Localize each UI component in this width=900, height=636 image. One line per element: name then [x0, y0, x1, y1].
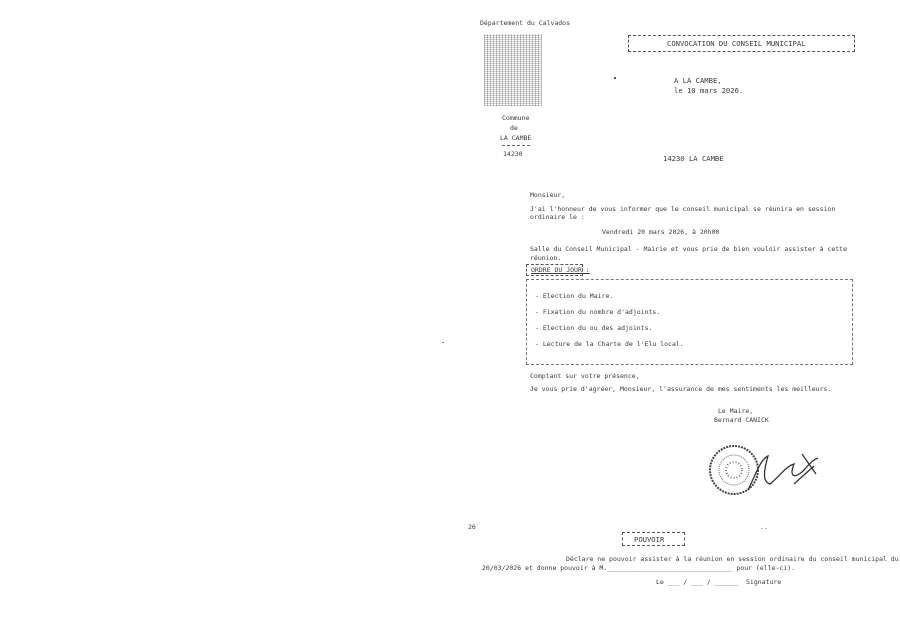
date-line: le 10 mars 2026.: [674, 86, 744, 95]
agenda-title-box: [526, 264, 590, 276]
scan-speck: [442, 342, 444, 343]
pouvoir-title: POUVOIR: [634, 535, 665, 544]
location-line-1: Salle du Conseil Municipal - Mairie et vous prie de bien vouloir assister à cette: [530, 245, 847, 253]
location-line-2: réunion.: [530, 254, 562, 262]
department-label: Département du Calvados: [480, 19, 571, 27]
pouvoir-line-1: Déclare ne pouvoir assister à la réunion en session ordinaire du conseil municipal du: [566, 555, 899, 563]
corner-mark: ..: [760, 523, 768, 531]
document-title: CONVOCATION DU CONSEIL MUNICIPAL: [667, 39, 806, 48]
agenda-box: [526, 279, 853, 365]
pouvoir-date-line: Le ___ / ___ / ______: [656, 578, 739, 586]
page-marker: 26: [468, 523, 476, 531]
pouvoir-signature-label: Signature: [746, 578, 782, 586]
place-line: A LA CAMBE,: [674, 76, 722, 85]
signature-name: Bernard CANICK: [714, 416, 769, 424]
scan-speck: [614, 77, 616, 79]
recipient-address: 14230 LA CAMBE: [663, 154, 724, 163]
commune-label: Commune: [502, 114, 530, 122]
agenda-title: ORDRE DU JOUR :: [531, 266, 590, 274]
salutation: Monsieur,: [530, 191, 566, 199]
meeting-date: Vendredi 20 mars 2026, à 20h00: [602, 228, 720, 236]
commune-de: de: [510, 124, 518, 132]
handwritten-signature-icon: [742, 444, 822, 496]
agenda-item: - Fixation du nombre d'adjoints.: [535, 308, 661, 316]
commune-name: LA CAMBE: [500, 134, 532, 142]
commune-crest-icon: [484, 34, 542, 106]
pouvoir-line-2: 20/03/2026 et donne pouvoir à M.________________________________ pour (elle-ci).: [482, 564, 796, 572]
signature-title: Le Maire,: [718, 407, 754, 415]
closing-line-1: Comptant sur votre présence,: [530, 372, 640, 380]
postal-code: 14230: [503, 150, 523, 158]
header-divider: [502, 145, 530, 146]
pouvoir-title-box: [622, 532, 685, 546]
agenda-item: - Election du ou des adjoints.: [535, 324, 653, 332]
closing-line-2: Je vous prie d'agréer, Monsieur, l'assurance de mes sentiments les meilleurs.: [530, 385, 832, 393]
agenda-item: - Election du Maire.: [535, 292, 614, 300]
title-box: [628, 35, 855, 52]
intro-line-2: ordinaire le :: [530, 213, 585, 221]
intro-line-1: J'ai l'honneur de vous informer que le conseil municipal se réunira en session: [530, 205, 836, 213]
agenda-item: - Lecture de la Charte de l'Elu local.: [535, 340, 684, 348]
